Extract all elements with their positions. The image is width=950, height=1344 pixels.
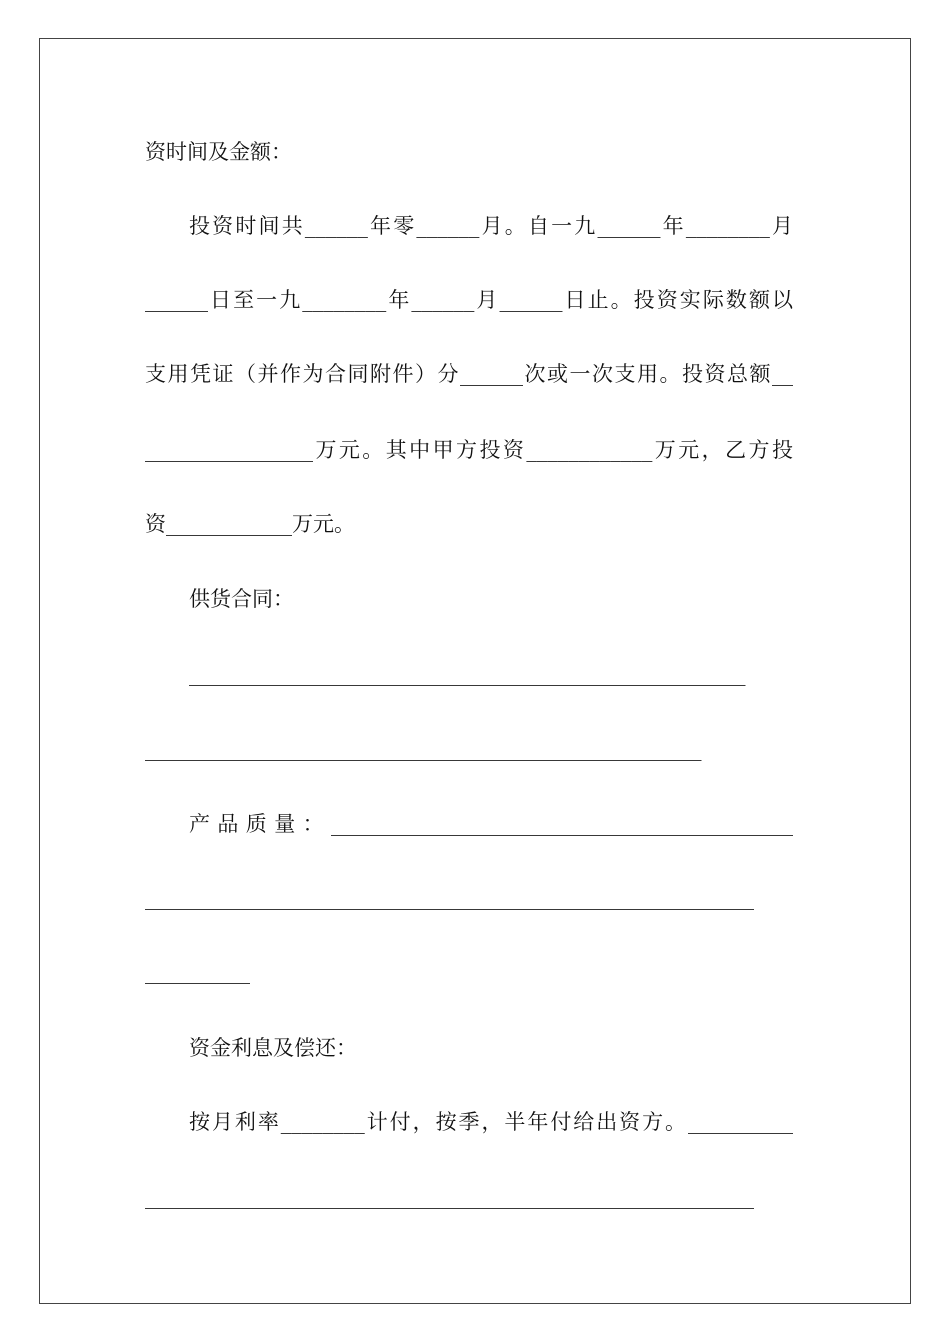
- text-line: __________________________________________________________: [145, 886, 754, 910]
- text-line: 投资时间共______年零______月。自一九______年________月: [189, 214, 793, 238]
- text-line: 资____________万元。: [145, 512, 355, 536]
- text-line: 按月利率________计付，按季，半年付给出资方。__________: [189, 1110, 793, 1134]
- text-line: __________: [145, 960, 250, 984]
- text-line: 资时间及金额：: [145, 140, 292, 164]
- text-line: _____________________________________________________: [145, 737, 702, 761]
- text-line: _____________________________________________________: [189, 662, 746, 686]
- text-line: ________________万元。其中甲方投资____________万元，乙方投: [145, 438, 793, 462]
- text-line: 资金利息及偿还：: [189, 1036, 357, 1060]
- text-line: __________________________________________________________: [145, 1185, 754, 1209]
- text-line: 支用凭证（并作为合同附件）分______次或一次支用。投资总额__: [145, 362, 793, 386]
- text-line: ______日至一九________年______月______日止。投资实际数额以: [145, 288, 793, 312]
- text-line: 供货合同：: [189, 587, 294, 611]
- text-line: 产品质量：____________________________________________: [189, 812, 793, 836]
